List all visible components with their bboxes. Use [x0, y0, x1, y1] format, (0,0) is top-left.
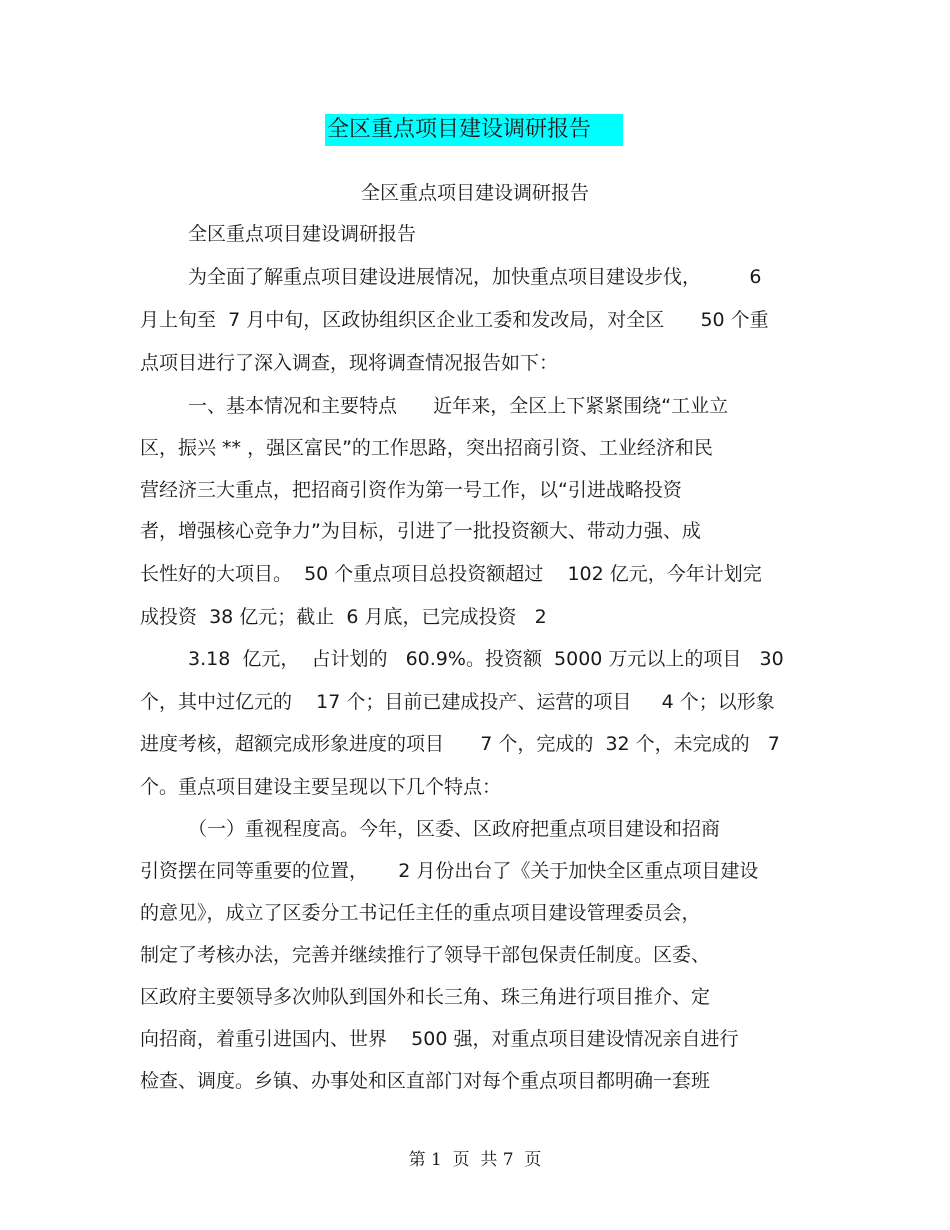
body-line: （一）重视程度高。今年，区委、区政府把重点项目建设和招商 — [188, 818, 721, 840]
body-line: 营经济三大重点，把招商引资作为第一号工作，以“引进战略投资 — [140, 479, 682, 501]
body-line: 制定了考核办法，完善并继续推行了领导干部包保责任制度。区委、 — [140, 944, 711, 966]
body-line: 月上旬至 7 月中旬，区政协组织区企业工委和发改局，对全区 50 个重 — [140, 309, 769, 331]
body-line: 3.18 亿元， 占计划的 60.9%。投资额 5000 万元以上的项目 30 — [188, 648, 784, 670]
page-indicator: 第 1 页 共 7 页 — [408, 1150, 542, 1170]
body-line: 成投资 38 亿元；截止 6 月底，已完成投资 2 — [140, 606, 547, 628]
document-title: 全区重点项目建设调研报告 — [325, 114, 623, 146]
body-line: 个。重点项目建设主要呈现以下几个特点： — [140, 776, 502, 798]
body-line: 为全面了解重点项目建设进展情况，加快重点项目建设步伐， 6 — [188, 266, 762, 288]
document-subtitle: 全区重点项目建设调研报告 — [360, 182, 589, 204]
body-line: 个，其中过亿元的 17 个；目前已建成投产、运营的项目 4 个；以形象 — [140, 691, 775, 713]
body-line: 全区重点项目建设调研报告 — [188, 223, 417, 245]
body-line: 检查、调度。乡镇、办事处和区直部门对每个重点项目都明确一套班 — [140, 1070, 711, 1092]
body-line: 引资摆在同等重要的位置， 2 月份出台了《关于加快全区重点项目建设 — [140, 860, 759, 882]
body-line: 的意见》，成立了区委分工书记任主任的重点项目建设管理委员会， — [140, 902, 701, 924]
body-line: 长性好的大项目。 50 个重点项目总投资额超过 102 亿元，今年计划完 — [140, 563, 762, 585]
body-line: 点项目进行了深入调查，现将调查情况报告如下： — [140, 352, 559, 374]
body-line: 区，振兴 ** ，强区富民”的工作思路，突出招商引资、工业经济和民 — [140, 437, 713, 459]
body-line: 向招商，着重引进国内、世界 500 强，对重点项目建设情况亲自进行 — [140, 1028, 739, 1050]
body-line: 者，增强核心竞争力”为目标，引进了一批投资额大、带动力强、成 — [140, 520, 701, 542]
body-line: 一、基本情况和主要特点 近年来，全区上下紧紧围绕“工业立 — [188, 395, 729, 417]
body-line: 进度考核，超额完成形象进度的项目 7 个，完成的 32 个，未完成的 7 — [140, 733, 780, 755]
body-line: 区政府主要领导多次帅队到国外和长三角、珠三角进行项目推介、定 — [140, 986, 711, 1008]
